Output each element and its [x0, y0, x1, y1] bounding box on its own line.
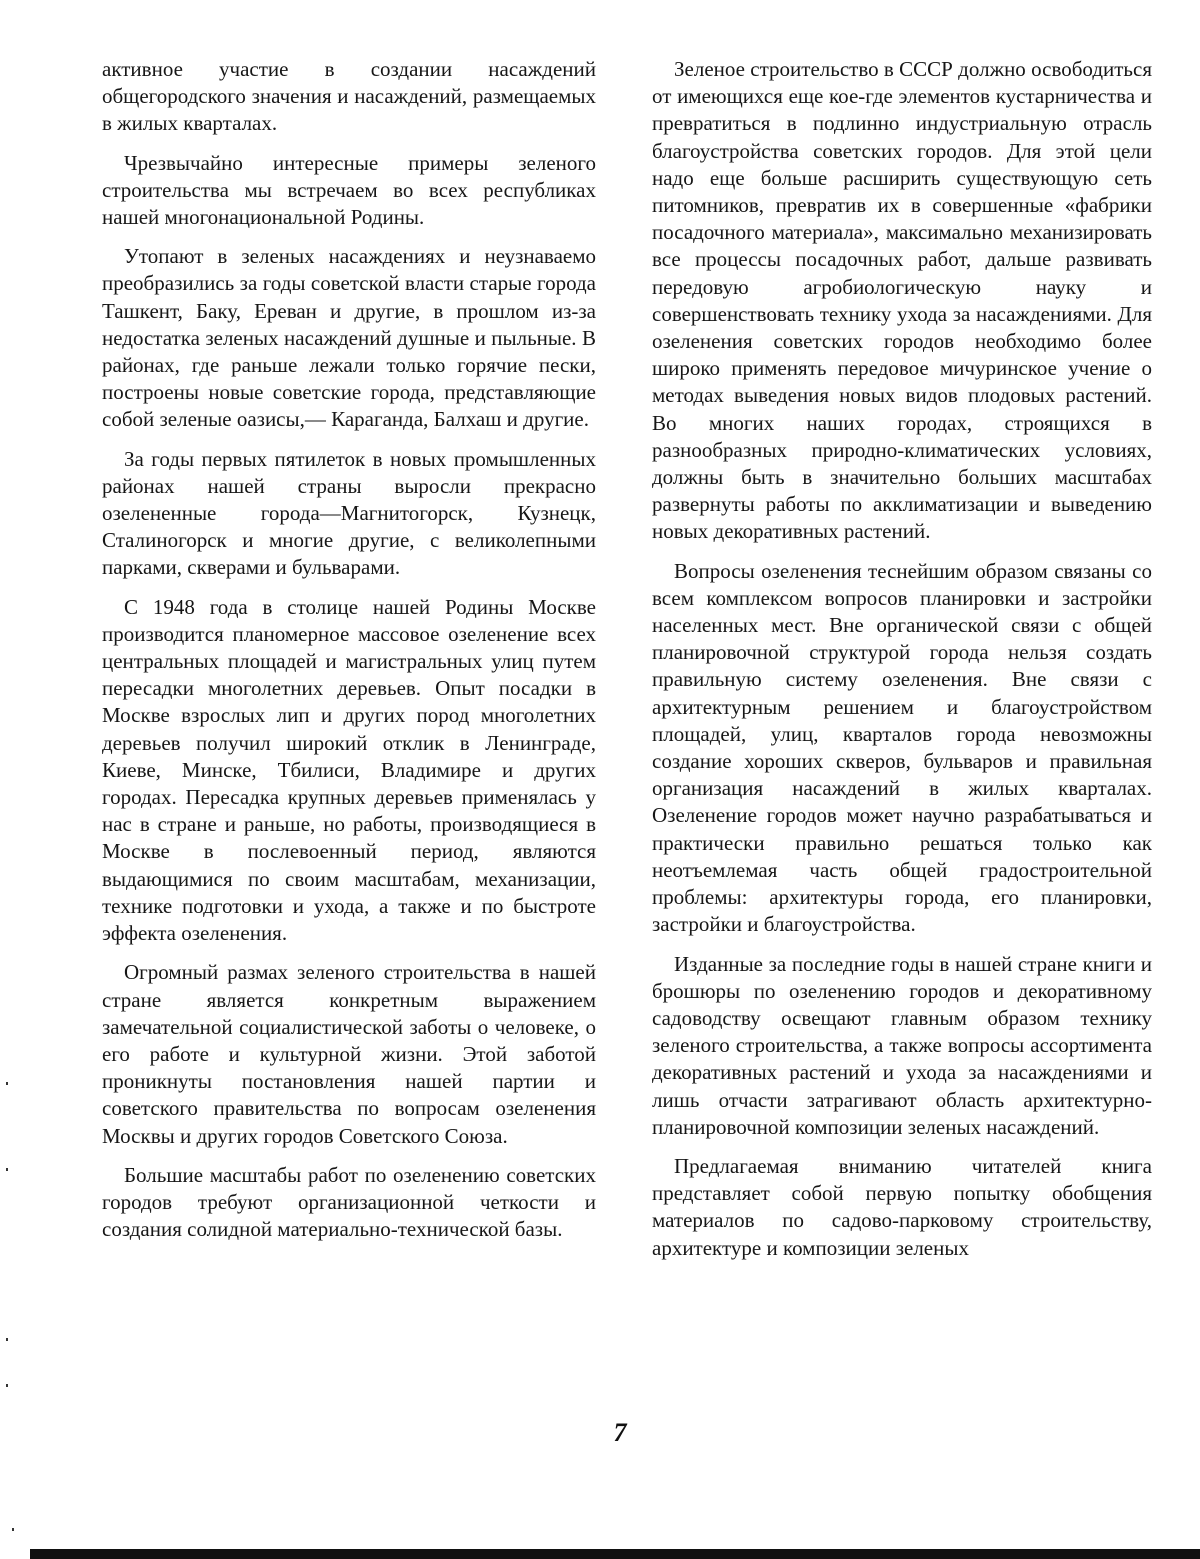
paragraph-left-1: активное участие в создании насаждений общегородского значения и насаждений, размещаемых в жилых кварталах. [102, 57, 596, 136]
scan-speck [6, 1338, 8, 1341]
scan-speck [12, 1528, 14, 1531]
scan-speck [6, 1082, 8, 1085]
left-text-column [102, 56, 596, 1255]
paragraph-left-2: Чрезвычайно интересные примеры зеленого строительства мы встречаем во всех республиках нашей многонациональной Родины. [102, 150, 596, 230]
paragraph-left-5: С 1948 года в столице нашей Родины Москве производится планомерное массовое озеленение всех центральных площадей и магистральных улиц путем пересадки многолетних деревьев. Опыт посадки в Москве взрослых лип и других пород многолетних деревьев получил широкий отклик в Ленинграде, Киеве, Минске, Тбилиси, Владимире и других городах. Пересадка крупных деревьев применялась у нас в стране и раньше, но работы, производящиеся в Москве в послевоенный период, являются выдающимися по своим масштабам, механизации, технике подготовки и ухода, а также и по быстроте эффекта озеленения. [102, 594, 596, 946]
page-number: 7 [613, 1418, 627, 1447]
scan-speck [6, 1168, 8, 1171]
paragraph-left-4: За годы первых пятилеток в новых промышленных районах нашей страны выросли прекрасно озелененные города—Магнитогорск, Кузнецк, Сталиногорск и многие другие, с великолепными парками, скверами и бульварами. [102, 446, 596, 580]
right-text-column [652, 56, 1152, 1274]
scan-bottom-edge [30, 1549, 1200, 1559]
paragraph-left-6: Огромный размах зеленого строительства в нашей стране является конкретным выражением замечательной социалистической заботы о человеке, о его работе и культурной жизни. Этой заботой проникнуты постановления нашей партии и советского правительства по вопросам озеленения Москвы и других городов Советского Союза. [102, 960, 596, 1148]
paragraph-right-4: Предлагаемая вниманию читателей книга представляет собой первую попытку обобщения материалов по садово-парковому строительству, архитектуре и композиции зеленых [652, 1153, 1152, 1260]
paragraph-right-1: Зеленое строительство в СССР должно освободиться от имеющихся еще кое-где элементов кустарничества и превратиться в подлинно индустриальную отрасль благоустройства советских городов. Для этой цели надо еще больше расширить существующую сеть питомников, превратив их в совершенные «фабрики посадочного материала», максимально механизировать все процессы посадочных работ, дальше развивать передовую агробиологическую науку и совершенствовать технику ухода за насаждениями. Для озеленения советских городов необходимо более широко применять передовое мичуринское учение о методах выведения новых видов плодовых растений. Во многих наших городах, строящихся в разнообразных природно-климатических условиях, должны быть в значительно больших масштабах развернуты работы по акклиматизации и выведению новых декоративных растений. [652, 57, 1152, 544]
paragraph-right-3: Изданные за последние годы в нашей стране книги и брошюры по озеленению городов и декоративному садоводству освещают главным образом технику зеленого строительства, а также вопросы ассортимента декоративных растений и ухода за насаждениями и лишь отчасти затрагивают область архитектурно-планировочной композиции зеленых насаждений. [652, 951, 1152, 1139]
scan-speck [6, 1384, 8, 1387]
paragraph-left-3: Утопают в зеленых насаждениях и неузнаваемо преобразились за годы советской власти старые города Ташкент, Баку, Ереван и другие, в прошлом из-за недостатка зеленых насаждений душные и пыльные. В районах, где раньше лежали только горячие пески, построены новые советские города, представляющие собой зеленые оазисы,— Караганда, Балхаш и другие. [102, 244, 596, 432]
paragraph-right-2: Вопросы озеленения теснейшим образом связаны со всем комплексом вопросов планировки и застройки населенных мест. Вне органической связи с общей планировочной структурой города нельзя создать правильную систему озеленения. Вне связи с архитектурным решением и благоустройством площадей, улиц, кварталов города невозможны создание хороших скверов, бульваров и правильная организация насаждений в жилых кварталах. Озеленение городов может научно разрабатываться и практически правильно решаться только как неотъемлемая часть общей градостроительной проблемы: архитектуры города, его планировки, застройки и благоустройства. [652, 558, 1152, 937]
paragraph-left-7: Большие масштабы работ по озеленению советских городов требуют организационной четкости и создания солидной материально-технической базы. [102, 1162, 596, 1242]
